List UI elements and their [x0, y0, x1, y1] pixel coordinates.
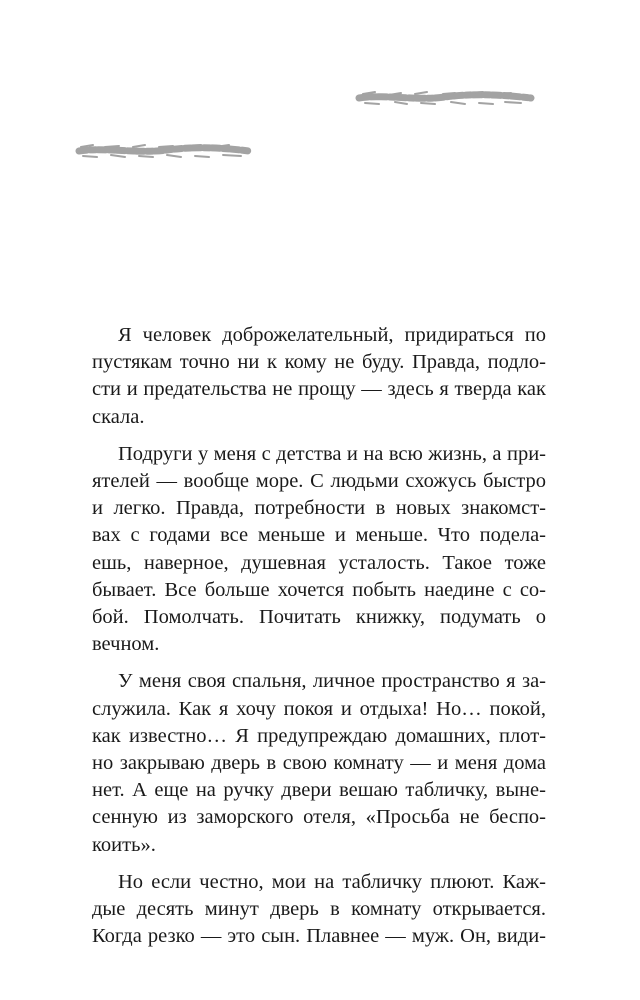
text-line: нет. А еще на ручку двери вешаю табличку, выне-	[92, 779, 546, 802]
body-text	[92, 322, 546, 950]
text-line: сти и предательства не прощу — здесь я тверда как	[92, 378, 546, 401]
text-line: пустякам точно ни к кому не буду. Правда, подло-	[92, 351, 546, 374]
text-line: Но если честно, мои на табличку плюют. Каж-	[118, 870, 546, 893]
decorative-brush-stroke-icon	[75, 138, 253, 164]
decorative-brush-stroke-icon	[355, 86, 535, 110]
text-line: бой. Помолчать. Почитать книжку, подумать о	[92, 606, 546, 629]
text-line: скала.	[92, 405, 145, 428]
paragraph	[92, 322, 546, 431]
text-line: вечном.	[92, 633, 160, 656]
text-line: У меня своя спальня, личное пространство я за-	[118, 670, 546, 693]
text-line: Я человек доброжелательный, придираться по	[118, 324, 546, 346]
text-line: коить».	[92, 833, 156, 856]
paragraph	[92, 668, 546, 858]
text-line: служила. Как я хочу покоя и отдыха! Но… покой,	[92, 697, 546, 720]
text-line: ешь, наверное, душевная усталость. Такое тоже	[92, 551, 546, 574]
text-line: дые десять минут дверь в комнату открывается.	[92, 898, 546, 921]
text-line: Когда резко — это сын. Плавнее — муж. Он, види-	[92, 925, 546, 948]
text-line: вах с годами все меньше и меньше. Что подела-	[92, 524, 546, 547]
text-line: Подруги у меня с детства и на всю жизнь, а при-	[118, 442, 546, 465]
text-line: бывает. Все больше хочется побыть наедине с со-	[92, 578, 546, 601]
paragraph	[92, 441, 546, 659]
text-line: но закрываю дверь в свою комнату — и меня дома	[92, 752, 546, 775]
paragraph	[92, 869, 546, 951]
text-line: сенную из заморского отеля, «Просьба не беспо-	[92, 806, 546, 829]
text-line: как известно… Я предупреждаю домашних, плот-	[92, 724, 546, 747]
text-line: ятелей — вообще море. С людьми схожусь быстро	[92, 470, 546, 493]
text-line: и легко. Правда, потребности в новых знакомст-	[92, 497, 546, 520]
